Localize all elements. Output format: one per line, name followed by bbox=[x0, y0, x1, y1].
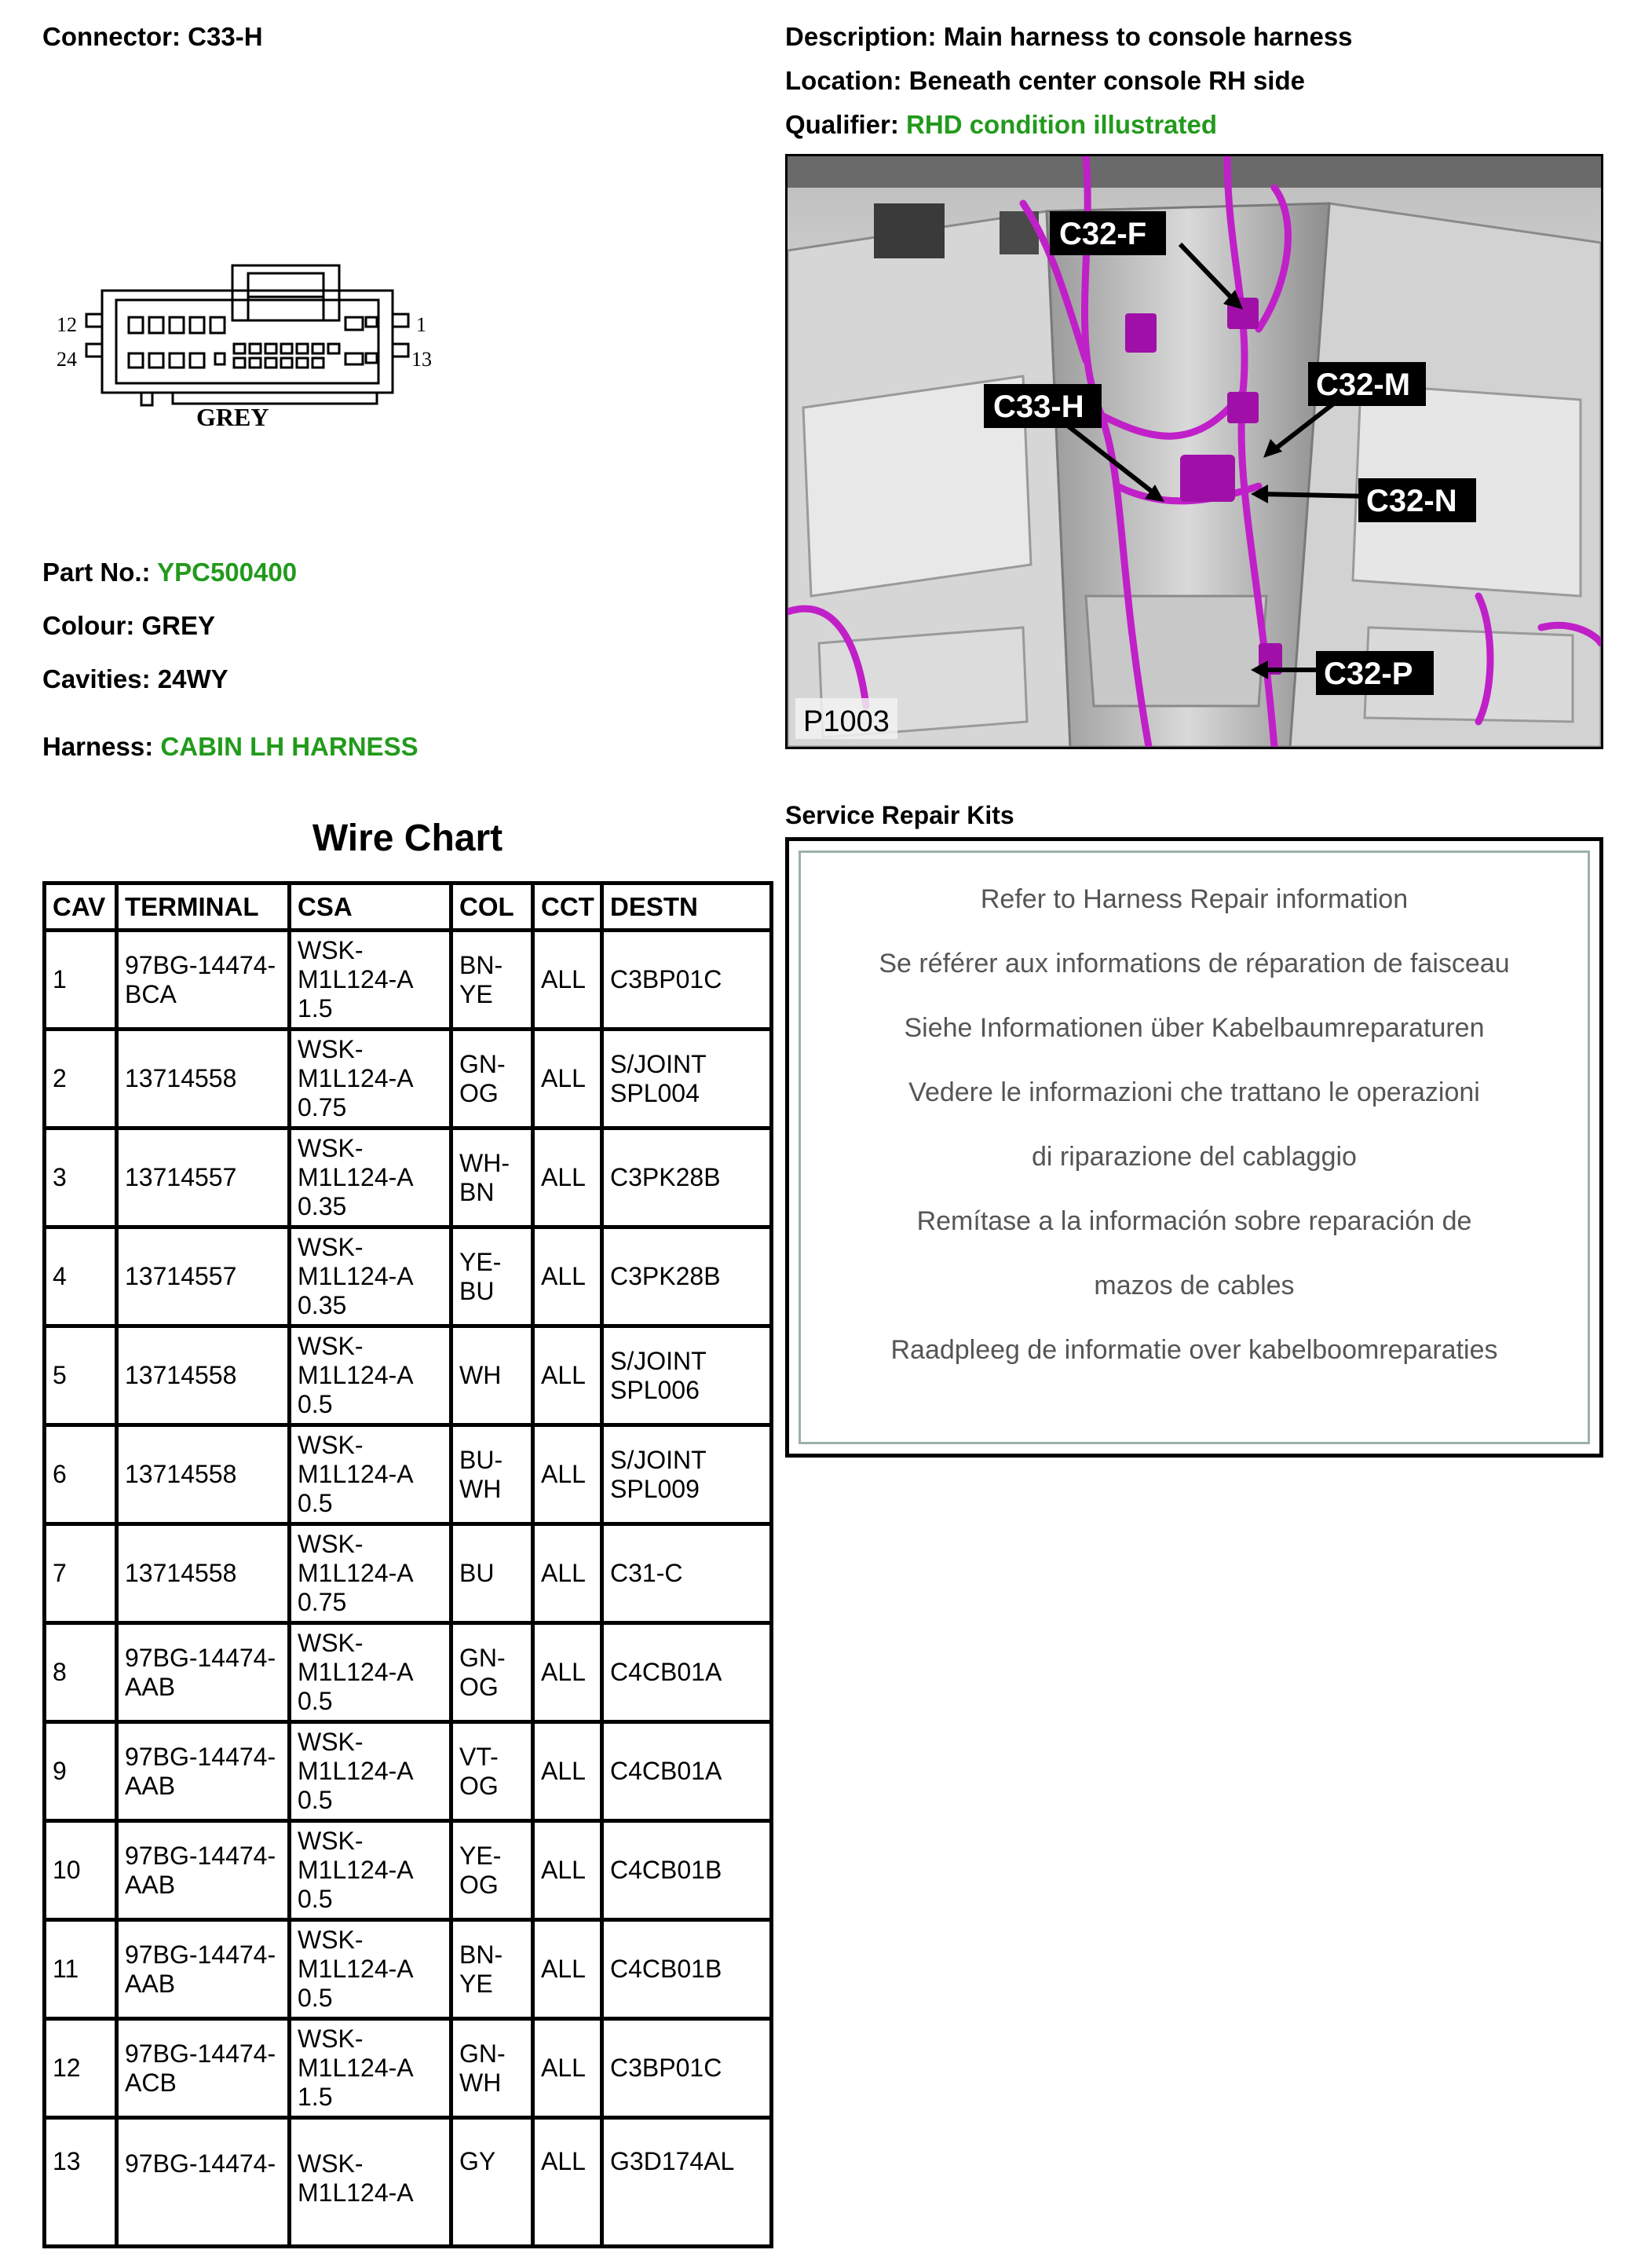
cavities-value: 24WY bbox=[157, 664, 228, 693]
cell-cct: ALL bbox=[533, 1227, 602, 1326]
harness-value: CABIN LH HARNESS bbox=[160, 732, 418, 761]
cell-cct: ALL bbox=[533, 1920, 602, 2019]
colour-label: Colour: bbox=[42, 611, 135, 640]
cell-col: GN- WH bbox=[451, 2019, 533, 2118]
location-photo bbox=[785, 154, 1603, 749]
connector-value: C33-H bbox=[188, 22, 263, 51]
table-row bbox=[45, 1425, 772, 1524]
table-row bbox=[45, 1920, 772, 2019]
cell-col: GN- OG bbox=[451, 1030, 533, 1129]
cell-destn: C4CB01B bbox=[602, 1821, 772, 1920]
cell-csa: WSK- M1L124-A 1.5 bbox=[290, 2019, 451, 2118]
photo-figure-id: P1003 bbox=[803, 705, 890, 738]
cell-terminal: 97BG-14474- AAB bbox=[117, 1722, 290, 1821]
cell-csa: WSK- M1L124-A 0.75 bbox=[290, 1030, 451, 1129]
wire-chart-header-row bbox=[45, 883, 772, 931]
description-label: Description: bbox=[785, 22, 937, 51]
cell-cct: ALL bbox=[533, 1030, 602, 1129]
connector-label: Connector: bbox=[42, 22, 181, 51]
cell-cct: ALL bbox=[533, 1425, 602, 1524]
cell-cct: ALL bbox=[533, 1326, 602, 1425]
cell-cav: 11 bbox=[45, 1920, 117, 2019]
cell-cav: 8 bbox=[45, 1623, 117, 1722]
cell-destn: C31-C bbox=[602, 1524, 772, 1623]
table-row bbox=[45, 1129, 772, 1227]
colour-value: GREY bbox=[141, 611, 216, 640]
header-terminal: TERMINAL bbox=[117, 883, 290, 931]
cell-terminal: 13714558 bbox=[117, 1030, 290, 1129]
cell-csa: WSK- M1L124-A 0.5 bbox=[290, 1425, 451, 1524]
qualifier-label: Qualifier: bbox=[785, 110, 899, 139]
cell-cav: 6 bbox=[45, 1425, 117, 1524]
cell-cct: ALL bbox=[533, 2019, 602, 2118]
cell-terminal: 97BG-14474- BCA bbox=[117, 931, 290, 1030]
cell-cav: 10 bbox=[45, 1821, 117, 1920]
cavities-label: Cavities: bbox=[42, 664, 151, 693]
cell-col: BN- YE bbox=[451, 1920, 533, 2019]
cell-csa: WSK- M1L124-A bbox=[290, 2118, 451, 2247]
connector-face-drawing bbox=[31, 251, 440, 440]
cell-terminal: 97BG-14474- bbox=[117, 2118, 290, 2247]
service-repair-kit-line: Refer to Harness Repair information bbox=[980, 884, 1409, 914]
cell-destn: C3PK28B bbox=[602, 1227, 772, 1326]
pin-label-24: 24 bbox=[57, 348, 77, 371]
cell-cav: 13 bbox=[45, 2118, 117, 2247]
pin-label-12: 12 bbox=[57, 313, 77, 336]
table-row bbox=[45, 1326, 772, 1425]
location-field bbox=[785, 66, 1305, 96]
part-no-label: Part No.: bbox=[42, 558, 151, 587]
connector-field bbox=[42, 22, 263, 52]
callout-c32-f: C32-F bbox=[1059, 217, 1147, 251]
cell-cct: ALL bbox=[533, 1623, 602, 1722]
cell-terminal: 13714557 bbox=[117, 1129, 290, 1227]
cell-csa: WSK- M1L124-A 1.5 bbox=[290, 931, 451, 1030]
cell-col: VT- OG bbox=[451, 1722, 533, 1821]
cell-terminal: 13714558 bbox=[117, 1524, 290, 1623]
cell-destn: C4CB01A bbox=[602, 1623, 772, 1722]
cell-destn: C3BP01C bbox=[602, 931, 772, 1030]
cell-destn: S/JOINT SPL006 bbox=[602, 1326, 772, 1425]
callout-c32-n: C32-N bbox=[1366, 484, 1457, 518]
cell-destn: S/JOINT SPL009 bbox=[602, 1425, 772, 1524]
table-row bbox=[45, 931, 772, 1030]
cell-csa: WSK- M1L124-A 0.75 bbox=[290, 1524, 451, 1623]
cell-terminal: 97BG-14474- AAB bbox=[117, 1920, 290, 2019]
cell-csa: WSK- M1L124-A 0.35 bbox=[290, 1227, 451, 1326]
harness-field bbox=[42, 732, 418, 762]
cell-cct: ALL bbox=[533, 1722, 602, 1821]
table-row bbox=[45, 2118, 772, 2247]
service-repair-kit-line: Siehe Informationen über Kabelbaumreparaturen bbox=[904, 1013, 1485, 1043]
connector-colour-text: GREY bbox=[196, 403, 269, 431]
table-row bbox=[45, 2019, 772, 2118]
cell-col: GN- OG bbox=[451, 1623, 533, 1722]
callout-c32-p: C32-P bbox=[1324, 657, 1413, 691]
cell-col: WH bbox=[451, 1326, 533, 1425]
service-repair-kit-line: Remítase a la información sobre reparación de bbox=[916, 1206, 1472, 1236]
cell-cct: ALL bbox=[533, 2118, 602, 2247]
cell-cct: ALL bbox=[533, 1129, 602, 1227]
part-no-value: YPC500400 bbox=[157, 558, 298, 587]
cell-cav: 7 bbox=[45, 1524, 117, 1623]
colour-field bbox=[42, 611, 215, 641]
cell-csa: WSK- M1L124-A 0.5 bbox=[290, 1722, 451, 1821]
table-row bbox=[45, 1030, 772, 1129]
cavities-field bbox=[42, 664, 228, 694]
table-row bbox=[45, 1227, 772, 1326]
cell-cav: 9 bbox=[45, 1722, 117, 1821]
cell-csa: WSK- M1L124-A 0.5 bbox=[290, 1920, 451, 2019]
service-repair-kits-heading: Service Repair Kits bbox=[785, 801, 1014, 829]
service-repair-kit-line: Vedere le informazioni che trattano le operazioni bbox=[908, 1077, 1480, 1107]
cell-cav: 12 bbox=[45, 2019, 117, 2118]
cell-col: YE- OG bbox=[451, 1821, 533, 1920]
header-cav: CAV bbox=[45, 883, 117, 931]
cell-cav: 3 bbox=[45, 1129, 117, 1227]
table-row bbox=[45, 1821, 772, 1920]
service-repair-kit-line: Se référer aux informations de réparation de faisceau bbox=[879, 949, 1510, 979]
cell-cct: ALL bbox=[533, 1524, 602, 1623]
cell-destn: C3BP01C bbox=[602, 2019, 772, 2118]
cell-destn: S/JOINT SPL004 bbox=[602, 1030, 772, 1129]
cell-terminal: 97BG-14474- ACB bbox=[117, 2019, 290, 2118]
pin-label-13: 13 bbox=[411, 348, 432, 371]
service-repair-kit-line: mazos de cables bbox=[1094, 1271, 1295, 1300]
table-row bbox=[45, 1623, 772, 1722]
location-value: Beneath center console RH side bbox=[908, 66, 1305, 95]
part-no-field bbox=[42, 558, 297, 587]
cell-cav: 4 bbox=[45, 1227, 117, 1326]
service-repair-kits-box bbox=[785, 837, 1603, 1458]
callout-c33-h: C33-H bbox=[993, 390, 1084, 424]
cell-col: BU- WH bbox=[451, 1425, 533, 1524]
service-repair-kits-lines bbox=[801, 883, 1588, 1398]
header-destn: DESTN bbox=[602, 883, 772, 931]
service-repair-kit-line: Raadpleeg de informatie over kabelboomreparaties bbox=[890, 1335, 1498, 1365]
wire-chart-body bbox=[45, 931, 772, 2247]
cell-col: BN- YE bbox=[451, 931, 533, 1030]
harness-label: Harness: bbox=[42, 732, 154, 761]
cell-cct: ALL bbox=[533, 1821, 602, 1920]
cell-destn: C4CB01A bbox=[602, 1722, 772, 1821]
cell-destn: C3PK28B bbox=[602, 1129, 772, 1227]
cell-terminal: 97BG-14474- AAB bbox=[117, 1623, 290, 1722]
cell-csa: WSK- M1L124-A 0.35 bbox=[290, 1129, 451, 1227]
cell-col: GY bbox=[451, 2118, 533, 2247]
wire-chart-table bbox=[42, 881, 773, 2248]
description-value: Main harness to console harness bbox=[943, 22, 1353, 51]
cell-col: WH- BN bbox=[451, 1129, 533, 1227]
qualifier-field bbox=[785, 110, 1217, 140]
table-row bbox=[45, 1524, 772, 1623]
service-repair-kit-line: di riparazione del cablaggio bbox=[1032, 1142, 1357, 1172]
cell-csa: WSK- M1L124-A 0.5 bbox=[290, 1821, 451, 1920]
cell-terminal: 13714558 bbox=[117, 1326, 290, 1425]
cell-terminal: 97BG-14474- AAB bbox=[117, 1821, 290, 1920]
cell-cav: 1 bbox=[45, 931, 117, 1030]
header-cct: CCT bbox=[533, 883, 602, 931]
cell-cav: 2 bbox=[45, 1030, 117, 1129]
cell-terminal: 13714558 bbox=[117, 1425, 290, 1524]
cell-csa: WSK- M1L124-A 0.5 bbox=[290, 1623, 451, 1722]
cell-csa: WSK- M1L124-A 0.5 bbox=[290, 1326, 451, 1425]
cell-col: YE- BU bbox=[451, 1227, 533, 1326]
description-field bbox=[785, 22, 1353, 52]
service-repair-kits-inner bbox=[799, 850, 1590, 1444]
cell-terminal: 13714557 bbox=[117, 1227, 290, 1326]
header-col: COL bbox=[451, 883, 533, 931]
qualifier-value: RHD condition illustrated bbox=[906, 110, 1218, 139]
cell-col: BU bbox=[451, 1524, 533, 1623]
cell-destn: G3D174AL bbox=[602, 2118, 772, 2247]
pin-label-1: 1 bbox=[416, 313, 426, 336]
table-row bbox=[45, 1722, 772, 1821]
location-label: Location: bbox=[785, 66, 902, 95]
callout-c32-m: C32-M bbox=[1316, 368, 1411, 402]
wire-chart-title: Wire Chart bbox=[312, 818, 503, 859]
header-csa: CSA bbox=[290, 883, 451, 931]
cell-cct: ALL bbox=[533, 931, 602, 1030]
cell-cav: 5 bbox=[45, 1326, 117, 1425]
cell-destn: C4CB01B bbox=[602, 1920, 772, 2019]
